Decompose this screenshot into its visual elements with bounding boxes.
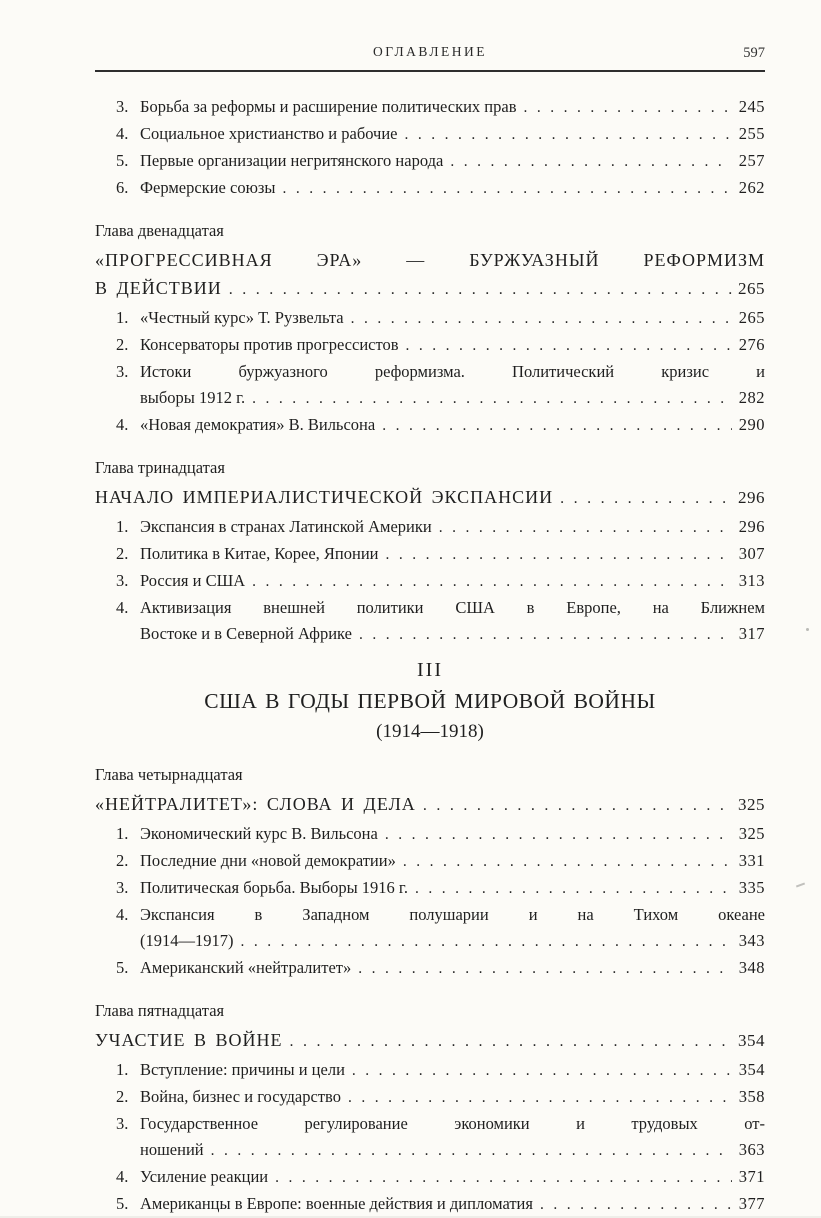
toc-entry — [95, 175, 765, 202]
entry-number: 4. — [116, 1167, 129, 1186]
dot-leader — [241, 928, 733, 955]
toc-entry — [95, 541, 765, 568]
toc-line — [140, 541, 765, 568]
entry-number: 3. — [116, 571, 129, 590]
chapter-title — [95, 790, 765, 820]
entry-body — [140, 332, 765, 359]
toc-entry — [95, 1164, 765, 1191]
toc-entry — [95, 94, 765, 121]
toc-line — [95, 483, 765, 513]
entry-body — [140, 1191, 765, 1218]
entry-number: 2. — [116, 1087, 129, 1106]
part-title: США В ГОДЫ ПЕРВОЙ МИРОВОЙ ВОЙНЫ — [204, 689, 656, 713]
entry-page-number: 296 — [738, 488, 765, 507]
toc-line — [140, 412, 765, 439]
dot-leader — [252, 568, 732, 595]
entry-body — [140, 148, 765, 175]
page-header — [95, 44, 765, 66]
dot-leader — [283, 175, 733, 202]
toc-line — [140, 1057, 765, 1084]
entry-text: Социальное христианство и рабочие — [140, 124, 398, 143]
entry-body — [140, 305, 765, 332]
toc-line — [140, 148, 765, 175]
toc-line — [140, 875, 765, 902]
toc-line — [140, 514, 765, 541]
entry-number: 1. — [116, 308, 129, 327]
entry-page-number: 245 — [738, 97, 765, 116]
toc-line — [140, 821, 765, 848]
dot-leader — [275, 1164, 732, 1191]
entry-text: Американский «нейтралитет» — [140, 958, 352, 977]
toc-line — [140, 928, 765, 955]
dot-leader — [252, 385, 732, 412]
toc-entry — [95, 821, 765, 848]
toc-entry — [95, 1111, 765, 1164]
toc-entry — [95, 875, 765, 902]
toc-entry — [95, 1191, 765, 1218]
toc-line — [140, 121, 765, 148]
entry-number: 5. — [116, 958, 129, 977]
chapter-title — [95, 1026, 765, 1056]
toc-line — [140, 1137, 765, 1164]
entry-wrapped-line: Государственное регулирование экономики и трудовых от- — [140, 1114, 765, 1133]
entry-page-number: 348 — [738, 958, 765, 977]
dot-leader — [229, 274, 732, 304]
entry-body — [140, 94, 765, 121]
entry-text: Война, бизнес и государство — [140, 1087, 341, 1106]
entry-body — [140, 541, 765, 568]
entry-number: 5. — [116, 151, 129, 170]
entry-page-number: 371 — [738, 1167, 765, 1186]
toc-line — [140, 1084, 765, 1111]
entry-body — [140, 359, 765, 412]
entry-number: 2. — [116, 851, 129, 870]
entry-page-number: 335 — [738, 878, 765, 897]
entry-number: 3. — [116, 362, 129, 381]
toc-entry — [95, 359, 765, 412]
dot-leader — [382, 412, 732, 439]
entry-page-number: 282 — [738, 388, 765, 407]
entry-body — [140, 955, 765, 982]
part-number: III — [417, 659, 443, 681]
toc-entry — [95, 1084, 765, 1111]
entry-page-number: 262 — [738, 178, 765, 197]
toc-entry — [95, 305, 765, 332]
entry-wrapped-line: Активизация внешней политики США в Европе, на Ближнем — [140, 598, 765, 617]
entries-block — [95, 94, 765, 202]
entry-number: 2. — [116, 544, 129, 563]
entry-body — [140, 875, 765, 902]
entry-body — [140, 1164, 765, 1191]
entry-number: 1. — [116, 517, 129, 536]
entry-text: В ДЕЙСТВИИ — [95, 278, 222, 298]
entry-number: 3. — [116, 878, 129, 897]
entry-number: 1. — [116, 1060, 129, 1079]
toc-entry — [95, 514, 765, 541]
dot-leader — [352, 1057, 732, 1084]
entry-body — [140, 568, 765, 595]
dot-leader — [385, 821, 732, 848]
entry-page-number: 358 — [738, 1087, 765, 1106]
entry-text: «Честный курс» Т. Рузвельта — [140, 308, 344, 327]
entry-page-number: 265 — [738, 279, 765, 298]
entry-body — [140, 412, 765, 439]
entry-body — [140, 821, 765, 848]
toc-entry — [95, 412, 765, 439]
entry-page-number: 377 — [738, 1194, 765, 1213]
entry-body — [140, 514, 765, 541]
entry-text: Политическая борьба. Выборы 1916 г. — [140, 878, 408, 897]
toc-line — [140, 1191, 765, 1218]
toc-entry — [95, 148, 765, 175]
toc-entry — [95, 902, 765, 955]
entry-page-number: 325 — [738, 795, 765, 814]
entry-number: 4. — [116, 415, 129, 434]
entry-text: Политика в Китае, Корее, Японии — [140, 544, 379, 563]
entry-body — [140, 1084, 765, 1111]
toc-line — [95, 790, 765, 820]
chapter-block — [95, 761, 765, 982]
entry-number: 2. — [116, 335, 129, 354]
entry-page-number: 276 — [738, 335, 765, 354]
entry-page-number: 317 — [738, 624, 765, 643]
toc-line — [140, 955, 765, 982]
part-heading — [95, 656, 765, 746]
entry-text: выборы 1912 г. — [140, 388, 246, 407]
toc-entry — [95, 568, 765, 595]
toc-line — [140, 568, 765, 595]
entry-page-number: 265 — [738, 308, 765, 327]
entry-number: 4. — [116, 905, 129, 924]
entry-body — [140, 1111, 765, 1164]
entry-page-number: 290 — [738, 415, 765, 434]
chapter-label: Глава пятнадцатая — [95, 1001, 225, 1020]
entry-number: 1. — [116, 824, 129, 843]
entry-page-number: 296 — [738, 517, 765, 536]
entry-text: Американцы в Европе: военные действия и дипломатия — [140, 1194, 533, 1213]
entry-page-number: 313 — [738, 571, 765, 590]
chapter-title — [95, 483, 765, 513]
entry-number: 6. — [116, 178, 129, 197]
toc-line — [95, 1026, 765, 1056]
entry-number: 5. — [116, 1194, 129, 1213]
header-rule — [95, 70, 765, 72]
entry-text: Фермерские союзы — [140, 178, 276, 197]
entry-page-number: 343 — [738, 931, 765, 950]
toc-entry — [95, 595, 765, 648]
entry-text: «НЕЙТРАЛИТЕТ»: СЛОВА И ДЕЛА — [95, 794, 416, 814]
entry-wrapped-line: Экспансия в Западном полушарии и на Тихом океане — [140, 905, 765, 924]
entry-body — [140, 848, 765, 875]
dot-leader — [405, 121, 732, 148]
dot-leader — [348, 1084, 732, 1111]
dot-leader — [359, 621, 732, 648]
entry-text: Первые организации негритянского народа — [140, 151, 444, 170]
chapter-label: Глава четырнадцатая — [95, 765, 243, 784]
toc-line — [140, 94, 765, 121]
dot-leader — [450, 148, 732, 175]
dot-leader — [406, 332, 732, 359]
part-years: (1914—1918) — [376, 721, 484, 742]
entry-text: Борьба за реформы и расширение политических прав — [140, 97, 517, 116]
entry-body — [140, 175, 765, 202]
toc-content — [95, 94, 765, 1218]
chapter-label: Глава двенадцатая — [95, 221, 224, 240]
entry-page-number: 363 — [738, 1140, 765, 1159]
dot-leader — [403, 848, 732, 875]
dot-leader — [386, 541, 733, 568]
chapter-title-line: «ПРОГРЕССИВНАЯ ЭРА» — БУРЖУАЗНЫЙ РЕФОРМИЗМ — [95, 250, 765, 270]
entry-page-number: 331 — [738, 851, 765, 870]
entry-number: 3. — [116, 1114, 129, 1133]
entry-text: Усиление реакции — [140, 1167, 269, 1186]
dot-leader — [540, 1191, 732, 1218]
dot-leader — [211, 1137, 732, 1164]
dot-leader — [351, 305, 732, 332]
entry-text: Вступление: причины и цели — [140, 1060, 345, 1079]
toc-entry — [95, 332, 765, 359]
entry-text: ношений — [140, 1140, 204, 1159]
toc-line — [140, 1164, 765, 1191]
entry-text: Последние дни «новой демократии» — [140, 851, 396, 870]
entry-body — [140, 595, 765, 648]
chapter-block — [95, 217, 765, 439]
dot-leader — [560, 483, 732, 513]
chapter-block — [95, 997, 765, 1218]
entry-text: Россия и США — [140, 571, 246, 590]
entry-body — [140, 902, 765, 955]
toc-line — [140, 305, 765, 332]
toc-line — [140, 175, 765, 202]
page-number: 597 — [743, 45, 765, 61]
running-title: ОГЛАВЛЕНИЕ — [372, 44, 488, 59]
entry-page-number: 354 — [738, 1031, 765, 1050]
toc-line — [95, 274, 765, 304]
chapter-block — [95, 454, 765, 648]
chapter-label: Глава тринадцатая — [95, 458, 225, 477]
entry-text: (1914—1917) — [140, 931, 234, 950]
toc-line — [140, 848, 765, 875]
entry-number: 3. — [116, 97, 129, 116]
toc-line — [140, 621, 765, 648]
entry-page-number: 325 — [738, 824, 765, 843]
entry-text: «Новая демократия» В. Вильсона — [140, 415, 376, 434]
dot-leader — [290, 1026, 732, 1056]
toc-line — [140, 332, 765, 359]
dot-leader — [415, 875, 732, 902]
dot-leader — [524, 94, 733, 121]
entry-page-number: 307 — [738, 544, 765, 563]
entry-wrapped-line: Истоки буржуазного реформизма. Политический кризис и — [140, 362, 765, 381]
dot-leader — [423, 790, 732, 820]
entry-page-number: 354 — [738, 1060, 765, 1079]
entry-text: Консерваторы против прогрессистов — [140, 335, 399, 354]
dot-leader — [439, 514, 732, 541]
toc-entry — [95, 1057, 765, 1084]
dot-leader — [358, 955, 732, 982]
entry-page-number: 257 — [738, 151, 765, 170]
entry-text: Востоке и в Северной Африке — [140, 624, 352, 643]
entry-page-number: 255 — [738, 124, 765, 143]
entry-body — [140, 121, 765, 148]
scan-artifact — [806, 628, 809, 631]
scan-artifact — [796, 883, 805, 888]
entry-text: НАЧАЛО ИМПЕРИАЛИСТИЧЕСКОЙ ЭКСПАНСИИ — [95, 487, 554, 507]
entry-text: Экономический курс В. Вильсона — [140, 824, 378, 843]
chapter-title — [95, 246, 765, 304]
toc-entry — [95, 121, 765, 148]
entry-number: 4. — [116, 124, 129, 143]
toc-line — [140, 385, 765, 412]
entry-body — [140, 1057, 765, 1084]
toc-entry — [95, 955, 765, 982]
entry-text: УЧАСТИЕ В ВОЙНЕ — [95, 1030, 283, 1050]
entry-number: 4. — [116, 598, 129, 617]
toc-entry — [95, 848, 765, 875]
entry-text: Экспансия в странах Латинской Америки — [140, 517, 432, 536]
